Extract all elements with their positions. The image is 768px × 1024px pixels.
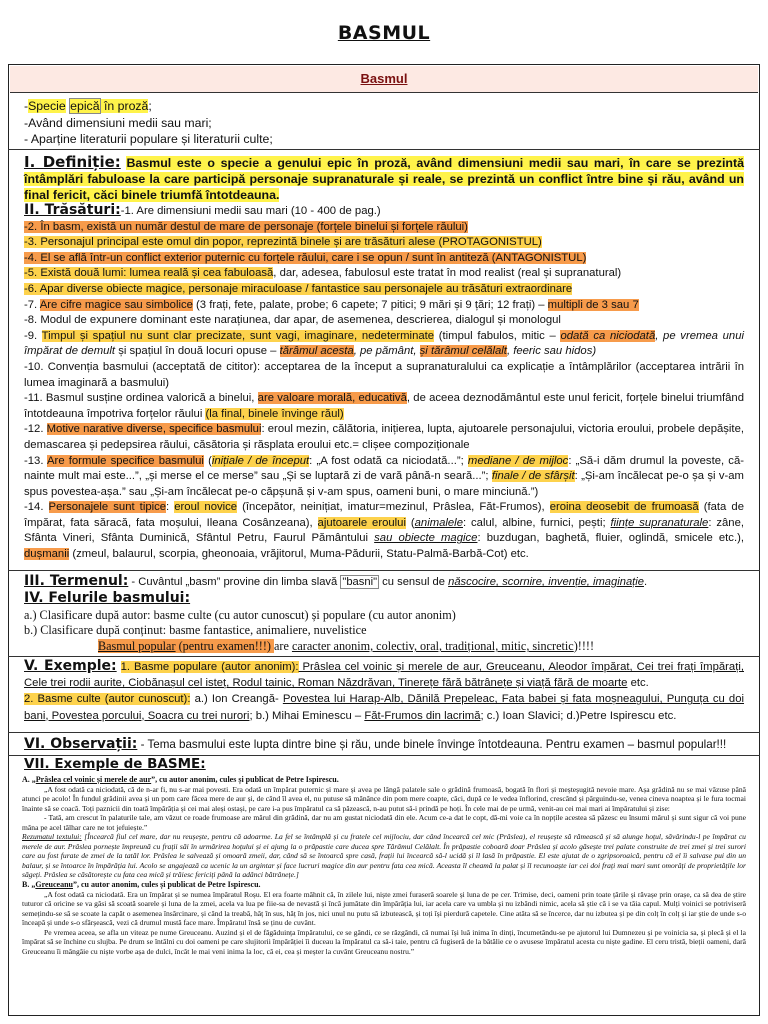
term-heading: III. Termenul: (24, 573, 129, 589)
intro-proza: în proză (100, 99, 149, 113)
trait-1-text: -1. Are dimensiuni medii sau mari (10 - 400 de pag.) (120, 205, 381, 217)
trait-14-c: : (166, 501, 175, 514)
trait-13-b: Are formule specifice basmului (47, 454, 204, 467)
trait-7 (24, 298, 744, 314)
intro-line-3: - Aparține literaturii populare și literaturii culte; (24, 132, 273, 146)
trait-14-k: : calul, albine, furnici, pești; (462, 516, 611, 529)
story-a-summary (22, 832, 746, 880)
story-a-head-b: Prâslea cel voinic și merele de aur (35, 775, 152, 784)
traits-block (24, 203, 744, 563)
trait-9-j: , feeric sau hidos) (506, 345, 597, 358)
trait-13-e: : „A fost odată ca niciodată...”; (309, 454, 468, 467)
examples-popular-list: Prâslea cel voinic și merele de aur, Greuceanu, Aleodor împărat, Cei trei frați împărați, Cele trei rodii aurite, Ciobănașul cel isteț, Rodul tainic, Roman Năzdrăvan, Tinerețe fără bătrânețe și viață fără de moarte (24, 661, 744, 690)
trait-13-c: ( (203, 454, 212, 467)
trait-12 (24, 422, 744, 453)
page-title: BASMUL (337, 22, 431, 44)
types-c-c: are (274, 639, 292, 654)
trait-3 (24, 235, 744, 251)
trait-13 (24, 454, 744, 501)
intro-line-2: -Având dimensiuni medii sau mari; (24, 115, 212, 130)
trait-5-b: , dar, adesea, fabulosul este tratat în mod realist (real și supranatural) (273, 267, 622, 280)
trait-14-a: -14. (24, 501, 49, 514)
trait-9-f: și spațiul în două locuri opuse – (115, 345, 280, 358)
intro-dash: - (24, 99, 29, 113)
subtitle: Basmul (360, 71, 408, 86)
story-a-head-a: A. „ (22, 775, 36, 784)
types-b: b.) Clasificare după conținut: basme fantastice, animaliere, nuvelistice (24, 623, 367, 638)
story-a (22, 775, 746, 956)
examples-culte-c: ; b.) Mihai Eminescu – (249, 709, 365, 722)
trait-9-i: și tărâmul celălalt (419, 345, 507, 358)
trait-14-i: ( (405, 516, 415, 529)
trait-12-b: Motive narative diverse, specifice basmului (46, 423, 262, 436)
types-c-b: (pentru examen!!!) (175, 639, 274, 654)
trait-11 (24, 391, 744, 422)
divider (8, 732, 760, 733)
trait-13-g: : „Să-i dăm drumul la poveste, că-nainte mult mai este...”, „și merse el ce merse” sau „Și se luptară zi de vară până-n seară...”; (24, 454, 744, 483)
trait-13-d: inițiale / de început (211, 454, 310, 467)
story-a-summary-label: Rezumatul textului: (22, 832, 82, 842)
divider (8, 570, 760, 571)
story-b-head-c: ”, cu autor anonim, cules și publicat de Petre Ispirescu. (72, 880, 261, 890)
trait-14-q: (zmeul, balaurul, scorpia, gheonoaia, vrăjitorul, Muma-Pădurii, Statu-Palmă-Barbă-Cot) etc. (69, 548, 529, 561)
trait-5 (24, 266, 744, 282)
examples-culte-label: 2. Basme culte (autor cunoscut): (24, 693, 191, 706)
story-a-paragraph-2: - Tată, am crescut în palaturile tale, am văzut ce roade frumoase are mărul din grădină, dar nu am gustat niciodată din ele. Acum ce-a dat le copt, dă-mi voie ca în nopțile acestea să păzesc eu însumi mărul și sunt sigur că voi pune mâna pe acel tâlhar care ne tot jefuiește.” (22, 813, 746, 832)
trait-13-f: mediane / de mijloc (467, 454, 569, 467)
definition-heading: I. Definiție: (24, 153, 121, 171)
trait-9-a: -9. (24, 329, 42, 342)
story-a-heading (22, 775, 746, 785)
term-line (24, 574, 744, 591)
definition-block (24, 154, 744, 203)
trait-9-e: , pe vremea unui împărat de demult (24, 329, 745, 358)
types-c (24, 639, 744, 655)
term-text-e: . (643, 576, 648, 588)
trait-14 (24, 500, 744, 562)
observations-heading: VI. Observații: (24, 736, 138, 752)
trait-14-d: eroul novice (174, 501, 238, 514)
story-a-paragraph-1: „A fost odată ca niciodată, că de n-ar fi, nu s-ar mai povesti. Era odată un împărat puternic și mare și avea pe lângă palatele sale o grădină frumoasă, bogată în flori și meșteșugită nevoie mare. Așa grădină nu se mai văzuse până atunci pe acolo! În fundul grădinii avea și un pom care făcea mere de aur și, de când îl avea el, nu putuse să mănânce din pom mere coapte, căci, după ce le vedea înflorind, crescând și pârguindu-se, venea cineva noaptea și le fura tocmai înainte să se coacă. Toți paznicii din toată împărăția și cei mai aleși ostași, pe care i-a pus împăratul ca să păzească, n-au putut să-i prindă pe hoți. În cele mai de pe urmă, venit-au cei mai mari ai împăratului și zise: (22, 784, 746, 813)
trait-9-b: Timpul și spațiul nu sunt clar precizate, sunt vagi, imaginare, nedeterminate (41, 329, 435, 342)
intro-line-1 (24, 98, 744, 115)
story-b-head-a: B. „ (22, 880, 36, 890)
types-c-d: caracter anonim, colectiv, oral, tradițional, mitic, sincretic (291, 639, 574, 654)
definition-text: Basmul este o specie a genului epic în proză, având dimensiuni medii sau mari, în care se prezintă întâmplări fabuloase la care participă personaje supranaturale și reale, se prezintă un conflict între bine și rău, având un final fericit, căci binele triumfă întotdeauna. (24, 156, 744, 202)
trait-11-c: , de aceea deznodământul este unul fericit, forțele binelui triumfând întotdeauna împotriva forțelor răului (24, 392, 744, 420)
basme-examples-heading: VII. Exemple de BASME: (24, 756, 206, 772)
story-a-summary-text: [Încearcă fiul cel mare, dar nu reușește, pentru că adoarme. La fel se întâmplă și cu fratele cel mijlociu, dar când încearcă cel mic (Prâslea), el reușește să rămească și să alunge hoțul, săvârindu-l pe împărat cu merele de aur. Prâslea pornește împreună cu frații săi în urmărirea hoțului și ei ajung la o prăpastie care ducea spre Tărâmul Celălalt. În prăpastie coboară doar Prâslea și acolo găsește trei palate construite de trei zmei și trei surori care au fost furate de zmei de la tatăl lor. Prâslea le salvează și omoară zmeii, dar, când să se întoarcă spre casă, frații lui încearcă să-l ucidă și îl lasă în prăpastie. El este ajutat de o zgripsoroaică, pentru că el îi salvase pui din un balaur, și se întoarce în împărăția lui. Acolo se angajează ca ucenic la un argintar și face lucruri magice din aur pentru fata cea mică. Aceasta îl cheamă la palat și îl recunoaște iar cei doi frați mai mari sunt omorâți de proprietățile lor săgeți. Prâslea se căsătorește cu fata cea mică și trăiesc fericiți până la adânci bătrânețe.] (22, 832, 746, 880)
trait-8: -8. Modul de expunere dominant este narațiunea, dar apar, de asemenea, descrierea, dialogul și monologul (24, 314, 561, 327)
trait-14-b: Personajele sunt tipice (48, 501, 167, 514)
story-b-paragraph-1: „A fost odată ca niciodată. Era un împărat și se numea împăratul Roșu. El era foarte mâhnit că, în zilele lui, niște zmei furaseră soarele și luna de pe cer. Trimise, deci, oameni prin toate țările și răvașe prin orașe, ca să dea de știre tuturor că oricine se va găsi să scoată soarele și luna de la zmei, acela va lua pe fiie-sa de nevastă și încă jumătate din împărăția lui, iar acela care va umbla și nu izbândi nimic, acela să știe că i se va tăia capul. Mulți voinici se potriviseră semețindu-se să se scoate la capăt o asemenea însărcinare, și când la treabă, hăț în sus, hăț în jos, nici unul nu putu să izbutească, și toți își pierdură capetele. Cine atâta să se încerce, dar nu izbutea și pe din colț în colț și iar știe de unde s-o înceapă și unde s-o sfârșească, vezi că drumul mustă face mare. Împăratul însă se ținu de cuvânt. (22, 889, 746, 928)
story-b-heading (22, 880, 746, 890)
story-a-head-c: ”, cu autor anonim, cules și publicat de Petre Ispirescu. (151, 775, 339, 784)
trait-5-a: -5. Există două lumi: lumea reală și cea fabuloasă (24, 267, 274, 280)
types-a: a.) Clasificare după autor: basme culte (cu autor cunoscut) și populare (cu autor anonim) (24, 607, 456, 622)
term-text-d: născocire, scornire, invenție, imaginație (448, 576, 644, 588)
trait-7-d: multipli de 3 sau 7 (547, 298, 639, 311)
trait-11-b: are valoare morală, educativă (257, 392, 407, 405)
trait-13-i: : „Și-am încălecat pe-o șa și v-am spus povestea-așa.” sau „Și-am încălecat pe-o căpșună și v-am spus, oameni buni, o mare minciună.”) (24, 470, 744, 498)
trait-13-h: finale / de sfârșit (491, 470, 575, 483)
intro-end: ; (148, 99, 152, 113)
trait-9-g: tărâmul acesta (279, 345, 354, 358)
term-text-c: cu sensul de (379, 576, 449, 588)
trait-14-g: (fata de împărat, fata săracă, fata moșului, Ileana Cosânzeana), (24, 501, 744, 529)
examples-popular-label: 1. Basme populare (autor anonim): (120, 661, 299, 673)
trait-14-m: : zâne, Sfânta Vineri, Sfânta Duminică, Sfântul Petru, Faurul Pământului (24, 516, 744, 545)
trait-14-o: : buzdugan, baghetă, fluier, oglindă, smicele etc.), (477, 532, 744, 545)
trait-9 (24, 329, 744, 360)
trait-10: -10. Convenția basmului (acceptată de cititor): acceptarea de la început a supranaturalului ca explicație a întâmplărilor (acceptarea intrării în lumea imaginară a basmului) (24, 360, 744, 389)
trait-11-d: (la final, binele învinge răul) (205, 407, 344, 420)
trait-6-text: -6. Apar diverse obiecte magice, personaje miraculoase / fantastice sau personajele au trăsături extraordinare (24, 282, 573, 295)
trait-1 (24, 203, 744, 220)
trait-7-a: -7. (24, 298, 40, 311)
intro-block (24, 98, 744, 148)
term-text-b: "basni" (342, 576, 378, 588)
trait-14-p: dușmanii (24, 548, 70, 561)
trait-13-a: -13. (24, 454, 48, 467)
examples-popular-end: etc. (627, 677, 649, 690)
trait-9-c: (timpul fabulos, mitic – (434, 329, 561, 342)
observations-block (24, 736, 744, 753)
subtitle-bar (10, 66, 758, 93)
trait-14-f: eroina deosebit de frumoasă (549, 501, 699, 514)
story-b-paragraph-2: Pe vremea aceea, se afla un viteaz pe nume Greuceanu. Auzind și el de făgăduința împăratului, ce se gândi, ce se răzgândi, că numai își luă inima în dinți, încumetându-se pe ajutorul lui Dumnezeu și pe voinicia sa, și plecă și el la împărat să se închine cu slujba. Pe drum se întâlni cu doi oameni pe care slujitorii împărăției îi duceau la împăratul ca să-i taie, pentru că fugiseră de la bătălie ce o avusese împăratul acesta cu niște gadine. El ceru tristă, bieții oameni, dară Greuceanu îi mângâie cu niște vorbe așa de dulci, încât le mai veni inima la loc, că ei, cea și meșter la cuvânt Greuceanu nostru.” (22, 927, 746, 956)
examples-culte-d: Făt-Frumos din lacrimă (364, 709, 481, 722)
examples-popular (24, 658, 744, 691)
trait-3-text: -3. Personajul principal este omul din popor, reprezintă binele și are trăsături alese (PROTAGONISTUL) (24, 236, 542, 249)
term-text-a: - Cuvântul „basm” provine din limba slavă (128, 576, 341, 588)
examples-culte-a: a.) Ion Creangă- (190, 693, 283, 706)
story-b-head-b: Greuceanu (35, 880, 73, 890)
types-c-a: Basmul popular (98, 639, 176, 654)
trait-11-a: -11. Basmul susține ordinea valorică a binelui, (24, 392, 258, 405)
types-c-e: )!!!! (573, 639, 595, 654)
basme-examples-heading-block (24, 757, 744, 771)
trait-9-d: odată ca niciodată (560, 329, 656, 342)
trait-12-c: : eroul mezin, călătoria, inițierea, lupta, ajutoarele personajului, victoria eroului, probele depășite, demascarea și pedepsirea răului, căsătoria și răsplata eroului etc.= clișee compoziționale (24, 423, 744, 451)
traits-heading: II. Trăsături: (24, 202, 121, 218)
examples-culte-b: Povestea lui Harap-Alb, Dănilă Prepeleac, Fata babei și fata moșneagului, Punguța cu doi bani, Povestea porcului, Soacra cu trei nurori (24, 693, 745, 722)
types-heading: IV. Felurile basmului: (24, 589, 191, 606)
examples-heading: V. Exemple: (24, 658, 117, 674)
trait-14-l: ființe supranaturale (610, 516, 709, 529)
trait-2 (24, 220, 744, 236)
trait-7-c: (3 frați, fete, palate, probe; 6 capete; 7 pitici; 9 mări și 9 țări; 12 frați) – (192, 298, 548, 311)
examples-culte-e: ; c.) Ioan Slavici; d.)Petre Ispirescu etc. (480, 709, 677, 722)
intro-epica: epică (70, 99, 100, 113)
examples-block (24, 658, 744, 724)
examples-culte (24, 691, 744, 723)
divider (8, 656, 760, 657)
observations-text: - Tema basmului este lupta dintre bine și rău, unde binele învinge întotdeauna. Pentru examen – basmul popular!!! (137, 738, 727, 751)
trait-14-e: (începător, neinițiat, imatur=mezinul, Prâslea, Făt-Frumos), (237, 501, 550, 514)
trait-12-a: -12. (24, 423, 47, 436)
trait-7-b: Are cifre magice sau simbolice (39, 298, 193, 311)
trait-14-h: ajutoarele eroului (317, 516, 406, 529)
trait-14-n: sau obiecte magice (374, 532, 478, 545)
term-block (24, 574, 744, 655)
trait-2-text: -2. În basm, există un număr destul de mare de personaje (forțele binelui și forțele răului) (24, 220, 468, 233)
trait-6 (24, 282, 744, 298)
types-heading-line (24, 591, 744, 608)
trait-4-text: -4. El se află într-un conflict exterior puternic cu forțele răului, care i se opun / sunt în antiteză (ANTAGONISTUL) (24, 251, 587, 264)
divider (8, 149, 760, 150)
trait-4 (24, 251, 744, 267)
intro-specie: Specie (28, 99, 66, 113)
trait-9-h: , pe pământ, (353, 345, 420, 358)
trait-14-j: animalele (414, 516, 463, 529)
